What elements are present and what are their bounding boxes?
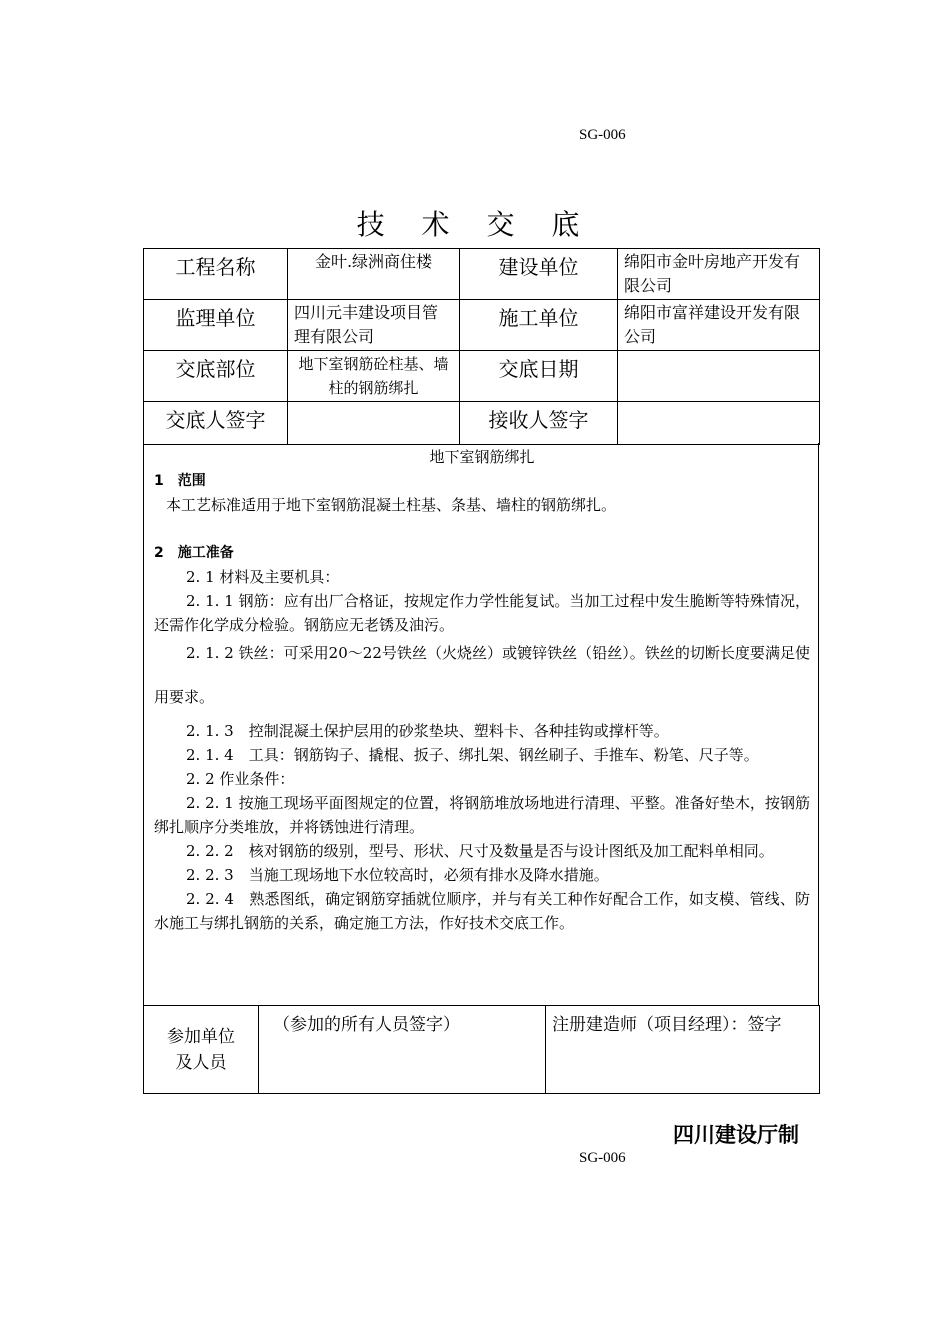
form-code-bottom: SG-006: [579, 1150, 626, 1166]
participants-label-text: 参加单位及人员: [167, 1026, 235, 1073]
participants-label: [144, 1006, 259, 1094]
para-2-2-4: 2. 2. 4 熟悉图纸，确定钢筋穿插就位顺序，并与有关工种作好配合工作，如支模、管线、防水施工与绑扎钢筋的关系，确定施工方法，作好技术交底工作。: [154, 890, 810, 932]
part-value: 地下室钢筋砼柱基、墙柱的钢筋绑扎: [288, 351, 460, 402]
participants-sign-field[interactable]: [259, 1006, 546, 1094]
supervisor-value: 四川元丰建设项目管理有限公司: [288, 300, 460, 351]
form-code-top: SG-006: [579, 127, 626, 143]
participants-sign-hint: （参加的所有人员签字）: [273, 1015, 460, 1035]
date-value[interactable]: [618, 351, 820, 402]
supervisor-label: 监理单位: [144, 300, 288, 351]
para-2-2-1: 2. 2. 1 按施工现场平面图规定的位置，将钢筋堆放场地进行清理、平整。准备好垫木，按钢筋绑扎顺序分类堆放，并将锈蚀进行清理。: [154, 794, 810, 836]
manager-sign-field[interactable]: [546, 1006, 820, 1094]
section-1-title: 1 范围: [154, 473, 206, 489]
content-subtitle: 地下室钢筋绑扎: [429, 448, 535, 466]
content-box: [143, 443, 819, 1006]
para-2-2-2: 2. 2. 2 核对钢筋的级别，型号、形状、尺寸及数量是否与设计图纸及加工配料单相同。: [186, 842, 774, 860]
para-2-2: 2. 2 作业条件：: [186, 770, 295, 788]
para-2-1-3: 2. 1. 3 控制混凝土保护层用的砂浆垫块、塑料卡、各种挂钩或撑杆等。: [186, 722, 669, 740]
owner-value: 绵阳市金叶房地产开发有限公司: [618, 249, 820, 300]
para-2-2-3: 2. 2. 3 当施工现场地下水位较高时，必须有排水及降水措施。: [186, 866, 609, 884]
para-2-1: 2. 1 材料及主要机具：: [186, 568, 340, 586]
project-name-value: 金叶.绿洲商住楼: [288, 249, 460, 300]
giver-sign-label: 交底人签字: [144, 402, 288, 445]
receiver-sign-label: 接收人签字: [460, 402, 618, 445]
manager-sign-label: 注册建造师（项目经理）：签字: [552, 1015, 782, 1035]
para-2-1-2: 2. 1. 2 铁丝：可采用20～22号铁丝（火烧丝）或镀锌铁丝（铅丝）。铁丝的切断长度要满足使用要求。: [154, 644, 810, 706]
para-2-1-4: 2. 1. 4 工具：钢筋钩子、撬棍、扳子、绑扎架、钢丝刷子、手推车、粉笔、尺子等。: [186, 746, 759, 764]
page-title: 技 术 交 底: [356, 208, 594, 241]
participants-table: [143, 1005, 820, 1094]
header-table: [143, 248, 820, 445]
giver-sign-field[interactable]: [288, 402, 460, 445]
contractor-value: 绵阳市富祥建设开发有限公司: [618, 300, 820, 351]
section-1-text: 本工艺标准适用于地下室钢筋混凝土柱基、条基、墙柱的钢筋绑扎。: [166, 496, 617, 514]
part-label: 交底部位: [144, 351, 288, 402]
section-2-title: 2 施工准备: [154, 545, 234, 561]
contractor-label: 施工单位: [460, 300, 618, 351]
project-name-label: 工程名称: [144, 249, 288, 300]
owner-label: 建设单位: [460, 249, 618, 300]
para-2-1-1: 2. 1. 1 钢筋：应有出厂合格证，按规定作力学性能复试。当加工过程中发生脆断等特殊情况，还需作化学成分检验。钢筋应无老锈及油污。: [154, 592, 810, 634]
date-label: 交底日期: [460, 351, 618, 402]
issuer-label: 四川建设厅制: [673, 1123, 799, 1147]
receiver-sign-field[interactable]: [618, 402, 820, 445]
